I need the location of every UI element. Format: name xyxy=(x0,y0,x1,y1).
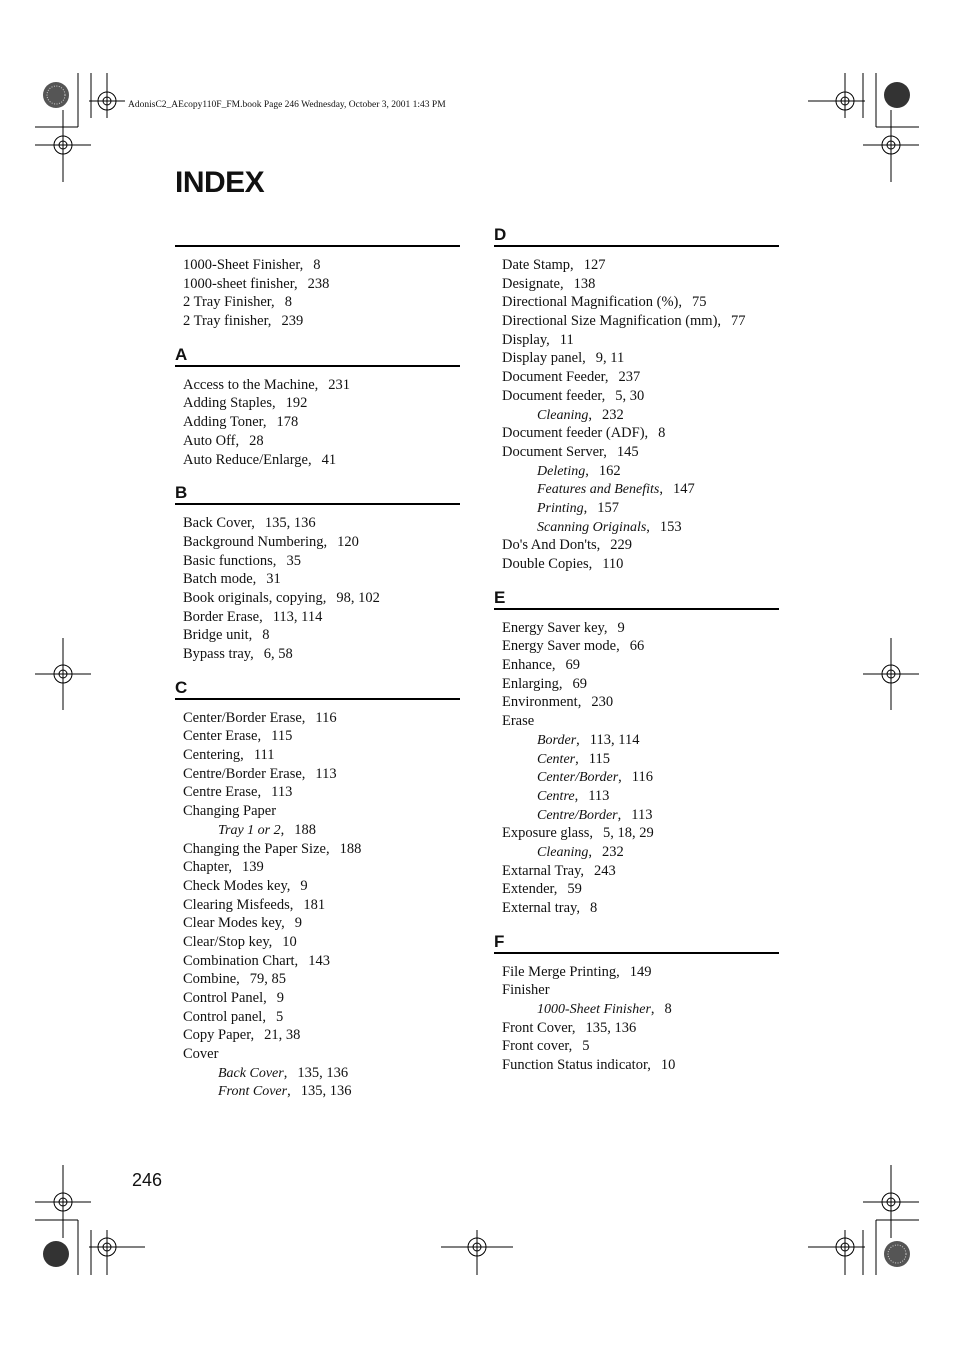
entry-pages: 188 xyxy=(294,821,316,838)
index-entry xyxy=(502,712,779,731)
index-entry xyxy=(183,877,460,896)
index-entry xyxy=(183,783,460,802)
index-entry xyxy=(183,451,460,470)
entry-pages: 8 xyxy=(284,294,292,311)
index-entry xyxy=(502,862,779,881)
index-entry xyxy=(183,952,460,971)
index-entry xyxy=(502,443,779,462)
entry-list xyxy=(494,963,779,1075)
entry-term: Erase xyxy=(502,713,535,730)
entry-pages: 153 xyxy=(659,518,682,535)
entry-pages: 59 xyxy=(567,881,582,898)
entry-term: Centering, xyxy=(183,747,244,764)
entry-term: Function Status indicator, xyxy=(502,1057,651,1074)
entry-term: Centre xyxy=(537,788,575,804)
index-entry xyxy=(183,1008,460,1027)
entry-term: Designate, xyxy=(502,275,564,292)
entry-separator: , xyxy=(575,750,579,767)
index-entry xyxy=(183,256,460,275)
index-entry xyxy=(183,933,460,952)
index-entry xyxy=(502,824,779,843)
entry-list xyxy=(175,514,460,664)
entry-pages: 79, 85 xyxy=(249,971,287,988)
index-subentry xyxy=(502,1000,779,1019)
index-entry xyxy=(502,637,779,656)
index-entry xyxy=(502,675,779,694)
entry-pages: 113 xyxy=(631,806,653,823)
entry-separator: , xyxy=(650,1001,655,1018)
index-entry xyxy=(183,552,460,571)
entry-separator: , xyxy=(617,806,622,823)
entry-pages: 69 xyxy=(572,675,588,692)
entry-separator: , xyxy=(287,1083,291,1100)
entry-pages: 115 xyxy=(588,750,610,767)
section-letter: C xyxy=(175,677,188,697)
section-divider xyxy=(494,245,779,247)
index-entry xyxy=(502,275,779,294)
entry-pages: 9 xyxy=(294,915,302,932)
index-entry xyxy=(502,1056,779,1075)
index-entry xyxy=(183,626,460,645)
entry-pages: 11 xyxy=(559,331,574,348)
entry-separator: , xyxy=(576,731,580,748)
index-subentry xyxy=(502,806,779,825)
index-entry xyxy=(502,331,779,350)
entry-pages: 10 xyxy=(660,1057,676,1074)
entry-pages: 243 xyxy=(594,862,616,879)
entry-pages: 139 xyxy=(241,859,264,876)
entry-term: Clear/Stop key, xyxy=(183,933,273,950)
index-entry xyxy=(183,727,460,746)
entry-pages: 5 xyxy=(582,1038,590,1055)
entry-term: File Merge Printing, xyxy=(502,963,620,980)
entry-pages: 231 xyxy=(328,376,351,393)
entry-term: Exposure glass, xyxy=(502,825,594,842)
page-title: INDEX xyxy=(175,166,265,199)
entry-pages: 192 xyxy=(285,395,308,412)
entry-term: Center xyxy=(537,751,576,767)
entry-pages: 149 xyxy=(629,963,652,980)
entry-pages: 229 xyxy=(610,537,633,554)
entry-pages: 9 xyxy=(617,619,625,636)
entry-separator: , xyxy=(588,843,592,860)
index-section xyxy=(175,482,460,664)
entry-pages: 28 xyxy=(249,432,264,449)
entry-pages: 5, 30 xyxy=(615,387,645,404)
entry-pages: 9 xyxy=(300,877,308,894)
entry-pages: 8 xyxy=(313,257,321,273)
entry-term: Deleting xyxy=(537,463,586,479)
index-entry xyxy=(502,880,779,899)
entry-pages: 113, 114 xyxy=(589,731,640,748)
entry-pages: 147 xyxy=(672,481,695,498)
index-entry xyxy=(502,256,779,275)
entry-term: Energy Saver mode, xyxy=(502,638,620,655)
entry-pages: 113 xyxy=(271,784,293,801)
entry-term: Centre Erase, xyxy=(183,784,262,801)
entry-term: Book originals, copying, xyxy=(183,589,327,606)
index-column-left xyxy=(175,224,460,1114)
section-divider xyxy=(494,608,779,610)
index-entry xyxy=(502,293,779,312)
entry-term: Energy Saver key, xyxy=(502,619,608,636)
index-entry xyxy=(183,645,460,664)
index-entry xyxy=(183,608,460,627)
index-entry xyxy=(183,709,460,728)
entry-pages: 135, 136 xyxy=(585,1019,637,1036)
entry-pages: 9, 11 xyxy=(595,350,625,367)
entry-pages: 5, 18, 29 xyxy=(603,825,654,842)
entry-pages: 143 xyxy=(308,952,330,969)
entry-separator: , xyxy=(583,499,588,516)
index-subentry xyxy=(183,1082,460,1101)
entry-separator: , xyxy=(646,518,650,535)
index-entry xyxy=(502,619,779,638)
index-entry xyxy=(183,533,460,552)
entry-list xyxy=(175,376,460,469)
section-letter: A xyxy=(175,344,188,364)
section-letter xyxy=(175,224,460,245)
entry-pages: 77 xyxy=(731,313,746,330)
entry-term: Cleaning xyxy=(537,844,589,860)
entry-pages: 138 xyxy=(573,275,596,292)
index-entry xyxy=(502,899,779,918)
entry-pages: 145 xyxy=(616,443,639,460)
entry-term: Display, xyxy=(502,331,550,348)
index-entry xyxy=(183,413,460,432)
entry-term: Document Feeder, xyxy=(502,369,609,386)
index-section xyxy=(175,224,460,331)
entry-term: Check Modes key, xyxy=(183,877,291,894)
index-entry xyxy=(502,981,779,1000)
entry-pages: 66 xyxy=(629,638,645,655)
index-entry xyxy=(183,802,460,821)
entry-term: Center/Border Erase, xyxy=(183,709,306,726)
index-entry xyxy=(183,896,460,915)
index-subentry xyxy=(502,480,779,499)
index-subentry xyxy=(502,750,779,769)
entry-term: Front Cover, xyxy=(502,1019,576,1036)
index-entry xyxy=(502,536,779,555)
index-column-right xyxy=(494,224,779,1088)
entry-term: Front Cover xyxy=(218,1084,288,1100)
entry-pages: 21, 38 xyxy=(264,1027,301,1044)
index-entry xyxy=(183,312,460,331)
entry-pages: 181 xyxy=(303,896,326,913)
index-subentry xyxy=(502,787,779,806)
entry-term: Document feeder, xyxy=(502,387,606,404)
entry-term: Access to the Machine, xyxy=(183,376,319,393)
index-entry xyxy=(502,1037,779,1056)
entry-term: Control panel, xyxy=(183,1008,266,1025)
entry-pages: 110 xyxy=(602,556,624,572)
entry-term: Copy Paper, xyxy=(183,1027,255,1044)
entry-pages: 31 xyxy=(266,571,281,588)
entry-term: Bridge unit, xyxy=(183,627,253,644)
section-divider xyxy=(175,503,460,505)
entry-pages: 8 xyxy=(589,900,598,916)
entry-pages: 115 xyxy=(271,728,293,745)
entry-term: Combination Chart, xyxy=(183,952,299,969)
entry-list xyxy=(175,256,460,331)
entry-separator: , xyxy=(574,787,579,804)
entry-term: Auto Off, xyxy=(183,432,240,449)
index-section xyxy=(175,344,460,469)
entry-term: Directional Size Magnification (mm), xyxy=(502,313,722,330)
entry-term: Bypass tray, xyxy=(183,646,254,662)
entry-pages: 113 xyxy=(588,787,610,804)
index-entry xyxy=(502,1019,779,1038)
entry-pages: 232 xyxy=(601,843,624,860)
entry-separator: , xyxy=(659,481,663,498)
entry-pages: 98, 102 xyxy=(336,589,380,606)
entry-term: Features and Benefits xyxy=(537,482,660,498)
entry-pages: 113 xyxy=(315,765,337,782)
entry-term: Enlarging, xyxy=(502,675,563,692)
entry-pages: 188 xyxy=(339,840,362,857)
entry-term: Border xyxy=(537,732,577,748)
entry-term: Directional Magnification (%), xyxy=(502,294,682,311)
entry-term: Document Server, xyxy=(502,443,607,460)
entry-pages: 8 xyxy=(658,425,666,442)
index-entry xyxy=(183,570,460,589)
entry-term: 1000-Sheet Finisher xyxy=(537,1002,651,1018)
entry-term: Do's And Don'ts, xyxy=(502,537,601,554)
index-entry xyxy=(183,840,460,859)
index-subentry xyxy=(502,518,779,537)
index-entry xyxy=(183,1026,460,1045)
entry-pages: 111 xyxy=(253,747,275,764)
section-letter: E xyxy=(494,587,506,607)
index-entry xyxy=(502,368,779,387)
entry-pages: 8 xyxy=(664,1001,672,1018)
index-subentry xyxy=(502,843,779,862)
entry-term: Finisher xyxy=(502,982,550,999)
index-entry xyxy=(183,1045,460,1064)
index-entry xyxy=(183,394,460,413)
index-entry xyxy=(183,765,460,784)
index-subentry xyxy=(502,768,779,787)
index-entry xyxy=(502,349,779,368)
entry-pages: 116 xyxy=(631,769,653,786)
entry-term: Document feeder (ADF), xyxy=(502,425,649,442)
entry-term: Adding Toner, xyxy=(183,414,267,431)
entry-list xyxy=(175,709,460,1101)
index-section xyxy=(494,931,779,1075)
entry-term: Extarnal Tray, xyxy=(502,862,585,879)
entry-term: Border Erase, xyxy=(183,608,263,625)
section-letter: F xyxy=(494,931,505,951)
index-entry xyxy=(183,514,460,533)
entry-separator: , xyxy=(588,406,592,423)
section-divider xyxy=(175,245,460,247)
entry-pages: 135, 136 xyxy=(297,1064,349,1081)
index-subentry xyxy=(502,406,779,425)
entry-term: Combine, xyxy=(183,971,240,988)
index-entry xyxy=(183,914,460,933)
entry-term: Scanning Originals xyxy=(537,519,647,535)
entry-pages: 162 xyxy=(598,462,621,479)
entry-term: 2 Tray finisher, xyxy=(183,313,272,330)
entry-term: Cleaning xyxy=(537,407,589,423)
index-subentry xyxy=(502,462,779,481)
entry-separator: , xyxy=(585,462,589,479)
index-entry xyxy=(502,693,779,712)
entry-term: Center Erase, xyxy=(183,728,262,745)
entry-pages: 41 xyxy=(321,451,337,468)
index-entry xyxy=(183,275,460,294)
entry-list xyxy=(494,619,779,918)
entry-term: Clearing Misfeeds, xyxy=(183,896,294,913)
entry-term: Front cover, xyxy=(502,1038,573,1055)
index-entry xyxy=(183,589,460,608)
entry-term: Date Stamp, xyxy=(502,257,574,273)
index-entry xyxy=(502,387,779,406)
entry-pages: 69 xyxy=(565,657,581,674)
entry-pages: 35 xyxy=(286,552,301,569)
entry-term: Changing the Paper Size, xyxy=(183,840,330,857)
entry-term: Batch mode, xyxy=(183,571,257,588)
entry-term: 1000-sheet finisher, xyxy=(183,275,298,292)
entry-term: Background Numbering, xyxy=(183,533,328,550)
entry-pages: 9 xyxy=(276,990,285,1006)
index-entry xyxy=(183,432,460,451)
entry-term: Double Copies, xyxy=(502,556,593,572)
entry-term: Chapter, xyxy=(183,859,232,876)
entry-term: Back Cover xyxy=(218,1065,284,1081)
entry-term: Printing xyxy=(537,500,584,516)
index-subentry xyxy=(183,821,460,840)
entry-term: External tray, xyxy=(502,900,580,916)
entry-pages: 230 xyxy=(591,694,614,711)
index-section xyxy=(494,224,779,574)
entry-pages: 113, 114 xyxy=(272,608,323,625)
entry-separator: , xyxy=(618,769,622,786)
entry-term: Cover xyxy=(183,1046,219,1063)
entry-term: Environment, xyxy=(502,694,582,711)
index-subentry xyxy=(502,731,779,750)
entry-pages: 5 xyxy=(275,1008,284,1025)
entry-term: Auto Reduce/Enlarge, xyxy=(183,451,312,468)
entry-pages: 116 xyxy=(315,709,337,726)
entry-term: Adding Staples, xyxy=(183,395,276,412)
entry-pages: 120 xyxy=(337,533,359,550)
index-entry xyxy=(183,746,460,765)
entry-pages: 237 xyxy=(618,369,641,386)
index-entry xyxy=(183,989,460,1008)
entry-separator: , xyxy=(283,1064,288,1081)
index-entry xyxy=(183,376,460,395)
section-letter: D xyxy=(494,225,507,244)
entry-term: Clear Modes key, xyxy=(183,915,285,932)
entry-term: Centre/Border Erase, xyxy=(183,765,306,782)
entry-pages: 6, 58 xyxy=(263,646,293,662)
page-number: 246 xyxy=(132,1170,163,1190)
entry-term: Basic functions, xyxy=(183,552,277,569)
entry-term: Changing Paper xyxy=(183,803,277,820)
entry-pages: 178 xyxy=(276,414,299,431)
index-entry xyxy=(502,555,779,574)
entry-pages: 157 xyxy=(597,499,620,516)
section-divider xyxy=(494,952,779,954)
entry-term: Extender, xyxy=(502,881,558,898)
entry-pages: 127 xyxy=(583,257,606,273)
entry-pages: 10 xyxy=(282,933,297,950)
index-subentry xyxy=(502,499,779,518)
entry-term: 2 Tray Finisher, xyxy=(183,294,275,311)
index-entry xyxy=(183,293,460,312)
entry-term: Enhance, xyxy=(502,657,556,674)
entry-list xyxy=(494,256,779,574)
entry-term: Display panel, xyxy=(502,350,586,367)
entry-term: Centre/Border xyxy=(537,807,618,823)
entry-term: Tray 1 or 2 xyxy=(218,822,281,838)
index-section xyxy=(175,677,460,1101)
index-entry xyxy=(183,858,460,877)
index-entry xyxy=(502,656,779,675)
entry-term: 1000-Sheet Finisher, xyxy=(183,257,304,273)
index-entry xyxy=(502,963,779,982)
section-divider xyxy=(175,698,460,700)
entry-separator: , xyxy=(280,821,285,838)
entry-pages: 238 xyxy=(307,275,330,292)
index-entry xyxy=(183,970,460,989)
entry-pages: 239 xyxy=(281,313,304,330)
index-subentry xyxy=(183,1064,460,1083)
section-divider xyxy=(175,365,460,367)
index-entry xyxy=(502,424,779,443)
index-section xyxy=(494,587,779,918)
entry-pages: 232 xyxy=(601,406,624,423)
section-letter: B xyxy=(175,483,188,503)
entry-pages: 135, 136 xyxy=(264,515,316,532)
entry-pages: 135, 136 xyxy=(300,1083,352,1100)
entry-term: Back Cover, xyxy=(183,515,255,532)
entry-term: Center/Border xyxy=(537,770,619,786)
entry-pages: 8 xyxy=(262,627,270,644)
index-entry xyxy=(502,312,779,331)
print-header: AdonisC2_AEcopy110F_FM.book Page 246 Wednesday, October 3, 2001 1:43 PM xyxy=(128,100,446,110)
entry-pages: 75 xyxy=(691,294,707,311)
entry-term: Control Panel, xyxy=(183,990,267,1006)
